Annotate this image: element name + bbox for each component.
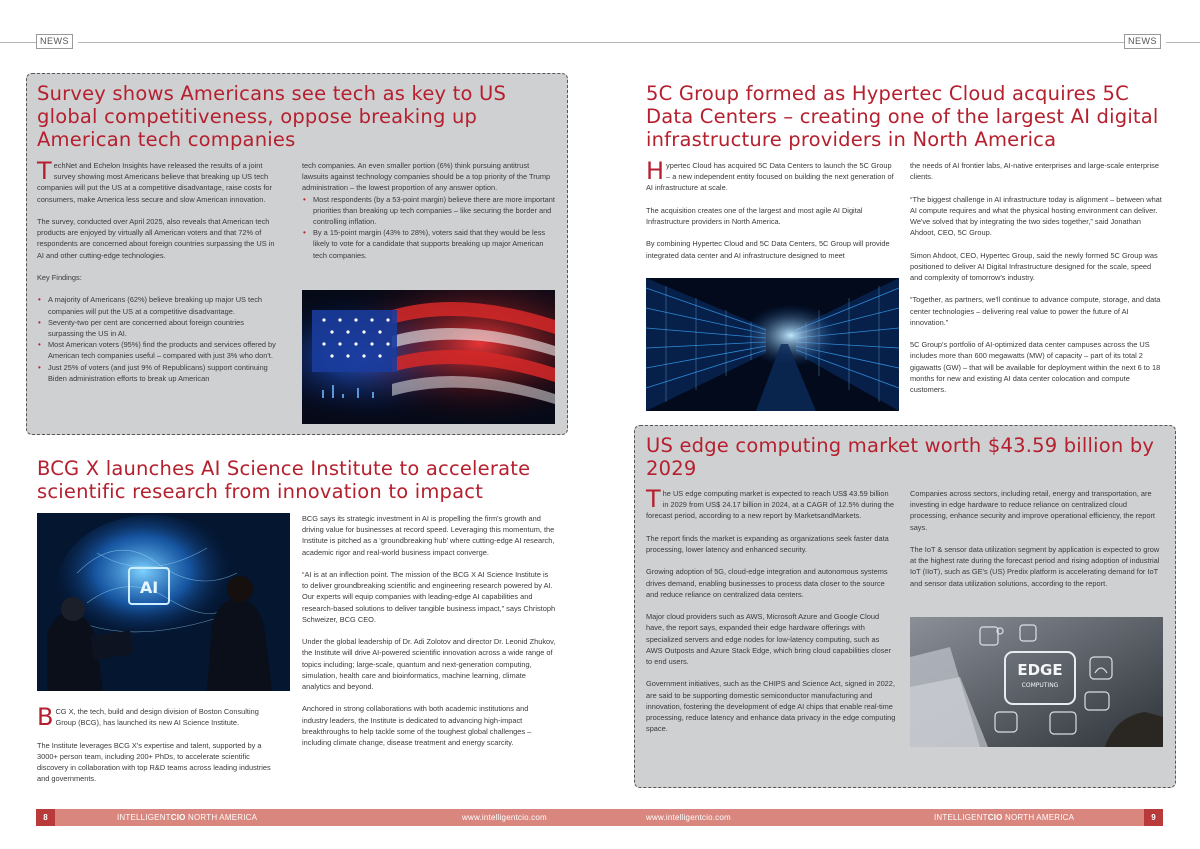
article4-paragraph: Government initiatives, such as the CHIPS and Science Act, signed in 2022, are said to be supporting domestic semiconductor manufacturing and innovation, fostering the development of edge AI chips that enable real-time processing, reduce latency and enhance data privacy in the edge computing space. <box>646 679 896 734</box>
article4-paragraph: The report finds the market is expanding as organizations seek faster data processing, lower latency and enhanced security. <box>646 533 889 554</box>
article2-dropcap: B <box>37 703 54 731</box>
section-label-right: NEWS <box>1124 34 1161 49</box>
article2-lead-paragraph: BCG X, the tech, build and design division of Boston Consulting Group (BCG), has launched its new AI Science Institute. <box>37 703 259 731</box>
ai-science-lab-image <box>37 513 290 691</box>
header-rule-right-long <box>600 42 1124 43</box>
article1-continued-text: tech companies. An even smaller portion (6%) think pursuing antitrust lawsuits against technology companies should be a top priority of the Trump administration – the lowest proportion of any answer option. <box>302 161 551 193</box>
article4-paragraph: The IoT & sensor data utilization segment by application is expected to grow at the highest rate during the forecast period and rising adoption of industrial IoT (IIoT), such as GE's (US) Predix platform is accelerating demand for IoT and sensor data utilization solutions, according to the report. <box>910 545 1160 588</box>
article1-lead-paragraph: TechNet and Echelon Insights have released the results of a joint survey showing most Americans believe that breaking up US tech companies will put the US at a competitive disadvantage, raise costs for consumers, make America less secure and slow American innovation. <box>37 157 272 204</box>
header-rule-right <box>1166 42 1200 43</box>
article1-right-column <box>302 160 556 272</box>
article1-left-column <box>37 157 281 395</box>
edge-label: EDGE <box>1017 661 1063 679</box>
article4-left-column <box>646 485 896 746</box>
computing-label: COMPUTING <box>1021 682 1059 689</box>
article3-paragraph: 5C Group's portfolio of AI-optimized data center campuses across the US includes more than 600 megawatts (MW) of capacity – part of its total 2 gigawatts (GW) – that will be available for deployment within the next 6 to 18 months for new and existing AI data center colocation and compute customers. <box>910 340 1161 394</box>
footer-website-right[interactable]: www.intelligentcio.com <box>646 813 731 822</box>
ai-scientists-illustration <box>37 513 290 691</box>
list-item: • By a 15-point margin (43% to 28%), voters said that they would be less likely to vote for a candidate that supports breaking up major American tech companies. <box>302 227 556 261</box>
server-corridor-illustration <box>646 278 899 411</box>
article3-paragraph-3: By combining Hypertec Cloud and 5C Data Centers, 5C Group will provide integrated data center and AI infrastructure designed to meet <box>646 239 890 260</box>
article4-paragraph: Major cloud providers such as AWS, Microsoft Azure and Google Cloud have, the report says, expanded their edge hardware offerings with specialized servers and edge nodes for low-latency computing, such as AWS Outposts and Azure Stack Edge, which bring cloud capabilities closer to end users. <box>646 612 891 666</box>
header-rule-left <box>0 42 36 43</box>
edge-computing-image <box>910 617 1163 747</box>
header-rule-left-long <box>78 42 600 43</box>
article1-headline: Survey shows Americans see tech as key to US global competitiveness, oppose breaking up American tech companies <box>37 82 507 151</box>
footer-website-left[interactable]: www.intelligentcio.com <box>462 813 547 822</box>
article2-paragraph-2: The Institute leverages BCG X's expertise and talent, supported by a 3000+ person team, including 200+ PhDs, to accelerate scientific discovery in collaboration with top R&D teams across leading industries and governments. <box>37 740 271 784</box>
article1-bullets-right <box>302 194 556 261</box>
list-item: • A majority of Americans (62%) believe breaking up major US tech companies will put the US at a competitive disadvantage. <box>37 294 281 316</box>
article4-lead-paragraph: The US edge computing market is expected to reach US$ 43.59 billion in 2029 from US$ 24.17 billion in 2024, at a CAGR of 12.5% during the forecast period, according to a new report by MarketsandMarkets. <box>646 485 894 521</box>
article4-headline: US edge computing market worth $43.59 billion by 2029 <box>646 434 1155 480</box>
article4-right-column <box>910 488 1164 600</box>
article2-paragraph: Under the global leadership of Dr. Adi Zolotov and director Dr. Leonid Zhukov, the Institute will drive AI-powered scientific innovation across a wide range of topics including; large-scale, quantum and next-generation computing, simulation, health care and bioinformatics, machine learning, climate analytics and beyond. <box>302 637 556 692</box>
article4-paragraph: Companies across sectors, including retail, energy and transportation, are investing in edge hardware to reduce reliance on centralized cloud processing, enhance security and improve operational efficiency, the report says. <box>910 489 1155 532</box>
flag-illustration <box>302 290 555 424</box>
article3-dropcap: H <box>646 157 665 185</box>
article3-paragraph-2: The acquisition creates one of the largest and most agile AI Digital Infrastructure providers in North America. <box>646 205 863 226</box>
article3-paragraph: “The biggest challenge in AI infrastructure today is alignment – between what AI compute requires and what the physical hosting environment can deliver. We've solved that by integrating the two sides together,” said Jonathan Ahdoot, CEO, 5C Group. <box>910 194 1162 238</box>
article3-paragraph: the needs of AI frontier labs, AI-native enterprises and large-scale enterprise clients. <box>910 161 1159 182</box>
article2-headline: BCG X launches AI Science Institute to accelerate scientific research from innovation to impact <box>37 457 531 503</box>
section-label-left: NEWS <box>36 34 73 49</box>
page-number-right: 9 <box>1144 809 1163 826</box>
article2-paragraph: BCG says its strategic investment in AI is propelling the firm's growth and driving value for businesses at record speed. Leveraging this momentum, the Institute is pitched as a ‘groundbreaking hub’ where cutting-edge AI research, academic rigor and real-world business impact converge. <box>302 514 555 557</box>
article3-right-column <box>910 160 1164 406</box>
data-center-image <box>646 278 899 411</box>
edge-computing-illustration <box>910 617 1163 747</box>
footer-brand-right: INTELLIGENTCIO NORTH AMERICA <box>934 813 1075 822</box>
article1-findings-label: Key Findings: <box>37 273 82 282</box>
article3-lead-paragraph: Hypertec Cloud has acquired 5C Data Centers to launch the 5C Group – a new independent entity focused on building the next generation of AI infrastructure at scale. <box>646 157 894 193</box>
article1-paragraph-2: The survey, conducted over April 2025, also reveals that American tech products are enjoyed by virtually all American voters and that 72% of respondents are concerned about foreign countries surpassing the US in AI and other cutting-edge technologies. <box>37 217 275 260</box>
american-flag-tech-image <box>302 290 555 424</box>
list-item: • Most American voters (95%) find the products and services offered by American tech companies useful – compared with just 3% who don't. <box>37 339 281 361</box>
article3-left-column <box>646 157 896 272</box>
article2-right-column <box>302 513 556 759</box>
article3-paragraph: Simon Ahdoot, CEO, Hypertec Group, said the newly formed 5C Group was positioned to deliver AI Digital Infrastructure designed for the scale, speed and complexity of tomorrow's industry. <box>910 250 1158 282</box>
list-item: • Most respondents (by a 53-point margin) believe there are more important priorities than breaking up tech companies – like securing the border and controlling inflation. <box>302 194 556 228</box>
ai-chip-label: AI <box>139 578 159 597</box>
footer-brand-left: INTELLIGENTCIO NORTH AMERICA <box>117 813 258 822</box>
list-item: • Just 25% of voters (and just 9% of Republicans) support continuing Biden administration efforts to break up American <box>37 362 281 384</box>
article4-dropcap: T <box>646 485 661 513</box>
article2-paragraph: Anchored in strong collaborations with both academic institutions and industry leaders, the Institute is dedicated to advancing high-impact breakthroughs to help tackle some of the toughest global challenges – including climate change, disease treatment and energy scarcity. <box>302 704 532 748</box>
list-item: • Seventy-two per cent are concerned about foreign countries surpassing the US in AI. <box>37 317 281 339</box>
article2-left-column <box>37 703 281 796</box>
article4-paragraph: Growing adoption of 5G, cloud-edge integration and autonomous systems drives demand, enabling businesses to process data closer to the source and reduce reliance on centralized data centers. <box>646 567 888 599</box>
article3-headline: 5C Group formed as Hypertec Cloud acquires 5C Data Centers – creating one of the largest AI digital infrastructure providers in North America <box>646 82 1159 151</box>
article2-paragraph: “AI is at an inflection point. The mission of the BCG X AI Science Institute is to deliver groundbreaking scientific and engineering research powered by AI. Our experts will equip companies with leading-edge AI capabilities and research-based solutions to deliver tangible business impact,” says Christoph Schweizer, BCG CEO. <box>302 570 556 624</box>
article1-dropcap: T <box>37 157 52 185</box>
page-number-left: 8 <box>36 809 55 826</box>
article3-paragraph: “Together, as partners, we'll continue to advance compute, storage, and data center technologies – delivering real value to power the future of AI innovation.” <box>910 295 1161 327</box>
article1-bullets-left <box>37 294 281 384</box>
